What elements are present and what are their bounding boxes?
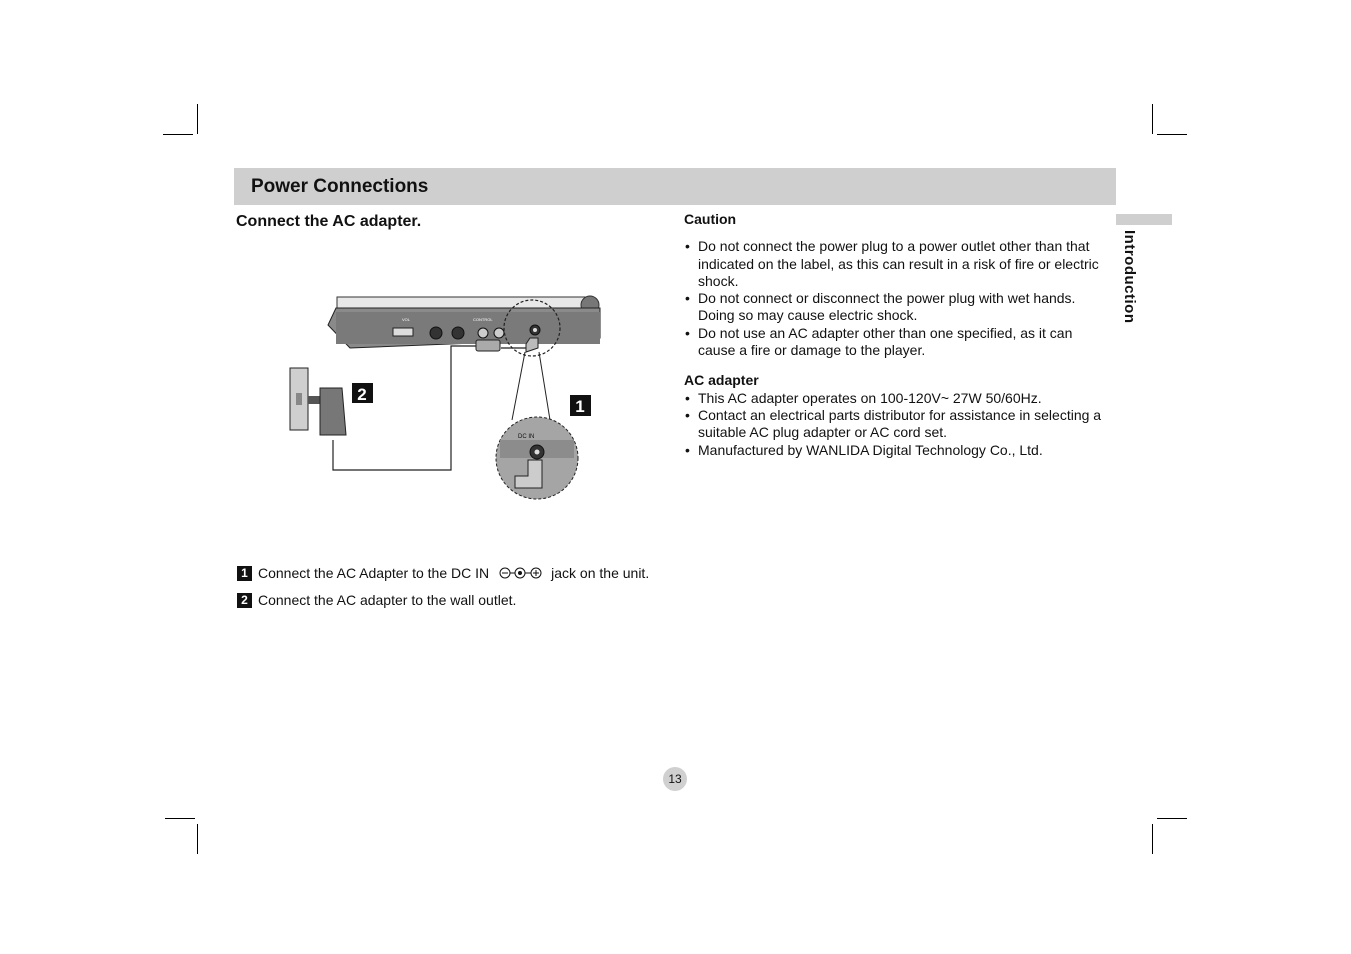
crop-mark [1152, 104, 1153, 134]
side-tab-label: Introduction [1121, 230, 1138, 324]
list-item: • Contact an electrical parts distributor for assistance in selecting a suitable AC plug adapter or AC cord set. [684, 407, 1109, 442]
step-number: 2 [237, 593, 252, 608]
step-number: 1 [237, 566, 252, 581]
caution-list [684, 238, 1109, 359]
crop-mark [197, 824, 198, 854]
side-tab [1116, 214, 1172, 225]
step-text: Connect the AC Adapter to the DC IN [258, 565, 490, 581]
callout-1: 1 [575, 397, 585, 416]
crop-mark [1152, 824, 1153, 854]
ac-adapter-list [684, 390, 1109, 459]
list-item: • Do not connect or disconnect the power plug with wet hands. Doing so may cause electric shock. [684, 290, 1109, 325]
crop-mark [1157, 818, 1187, 819]
connection-illustration [280, 290, 610, 510]
crop-mark [163, 134, 193, 135]
polarity-symbol-icon [499, 567, 543, 579]
volume-label: VOL [402, 317, 411, 322]
list-item: • Manufactured by WANLIDA Digital Technology Co., Ltd. [684, 442, 1109, 459]
ac-adapter-heading: AC adapter [684, 372, 759, 389]
crop-mark [165, 818, 195, 819]
steps-list [237, 564, 687, 618]
list-item: • Do not connect the power plug to a power outlet other than that indicated on the label, as this can result in a risk of fire or electric shock. [684, 238, 1109, 290]
page-number: 13 [663, 767, 687, 791]
caution-heading: Caution [684, 211, 737, 227]
step-item [237, 591, 687, 609]
notes-column [684, 211, 1109, 459]
crop-mark [197, 104, 198, 134]
crop-mark [1157, 134, 1187, 135]
list-item: • This AC adapter operates on 100-120V~ 27W 50/60Hz. [684, 390, 1109, 407]
step-text: jack on the unit. [551, 565, 650, 581]
list-item: • Do not use an AC adapter other than one specified, as it can cause a fire or damage to the player. [684, 325, 1109, 360]
callout-2: 2 [357, 385, 367, 404]
subheading: Connect the AC adapter. [236, 213, 422, 230]
step-item [237, 564, 687, 582]
jack-label: DC IN [518, 434, 535, 440]
section-header [234, 168, 1116, 205]
control-label: CONTROL [473, 317, 493, 322]
step-text: Connect the AC adapter to the wall outlet. [258, 592, 517, 608]
section-title: Power Connections [251, 176, 429, 197]
